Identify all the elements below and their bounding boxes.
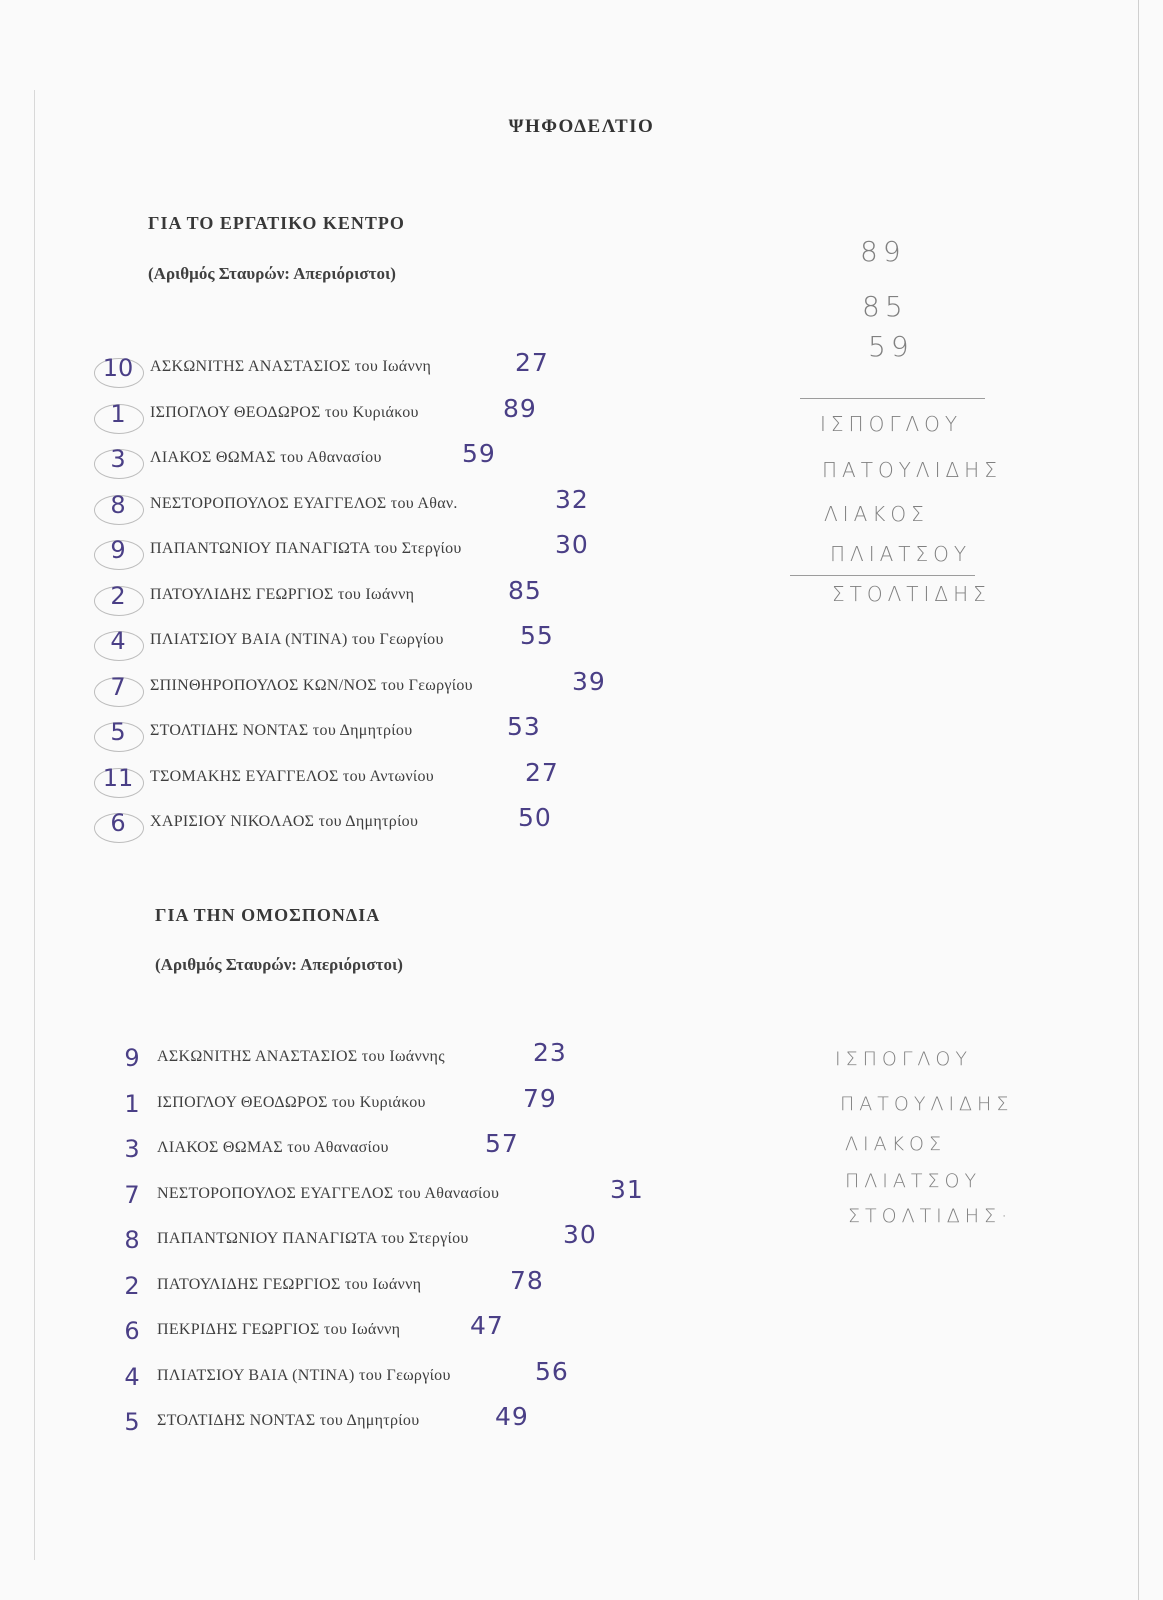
candidate-name: ΠΑΤΟΥΛΙΔΗΣ ΓΕΩΡΓΙΟΣ του Ιωάννη bbox=[150, 585, 415, 603]
candidate-name: ΣΤΟΛΤΙΔΗΣ ΝΟΝΤΑΣ του Δημητρίου bbox=[157, 1412, 420, 1429]
handwritten-votes: 32 bbox=[555, 484, 589, 514]
candidate-name: ΠΑΤΟΥΛΙΔΗΣ ΓΕΩΡΓΙΟΣ του Ιωάννη bbox=[157, 1275, 422, 1293]
handwritten-votes: 89 bbox=[503, 393, 537, 423]
handwritten-rank: 6 bbox=[110, 809, 126, 837]
handwritten-votes: 31 bbox=[610, 1174, 644, 1204]
handwritten-rank: 4 bbox=[124, 1362, 140, 1391]
handwritten-votes: 23 bbox=[533, 1038, 567, 1067]
handwritten-rank: 2 bbox=[124, 1271, 140, 1300]
candidate-name: ΛΙΑΚΟΣ ΘΩΜΑΣ του Αθανασίου bbox=[157, 1139, 389, 1156]
candidate-row bbox=[0, 1129, 1163, 1167]
margin-elected-2-5: ΣΤΟΛΤΙΔΗΣ· bbox=[848, 1205, 1013, 1227]
candidate-row bbox=[0, 1402, 1163, 1440]
handwritten-rank: 9 bbox=[110, 536, 126, 564]
handwritten-votes: 78 bbox=[510, 1265, 544, 1295]
margin-divider-top bbox=[800, 398, 985, 399]
handwritten-rank: 9 bbox=[124, 1044, 140, 1072]
handwritten-votes: 27 bbox=[515, 348, 549, 377]
margin-elected-2-3: ΛΙΑΚΟΣ bbox=[845, 1133, 947, 1155]
candidate-row bbox=[0, 484, 1163, 523]
handwritten-rank: 5 bbox=[110, 718, 126, 746]
candidate-name: ΠΑΠΑΝΤΩΝΙΟΥ ΠΑΝΑΓΙΩΤΑ του Στεργίου bbox=[150, 540, 462, 557]
candidate-row bbox=[0, 1220, 1163, 1258]
candidate-name: ΠΕΚΡΙΔΗΣ ΓΕΩΡΓΙΟΣ του Ιωάννη bbox=[157, 1321, 401, 1338]
candidate-row bbox=[0, 803, 1163, 841]
candidate-row bbox=[0, 757, 1163, 796]
handwritten-rank: 3 bbox=[110, 445, 126, 473]
handwritten-votes: 49 bbox=[495, 1402, 529, 1431]
candidate-row bbox=[0, 666, 1163, 705]
candidate-name: ΙΣΠΟΓΛΟΥ ΘΕΟΔΩΡΟΣ του Κυριάκου bbox=[157, 1093, 426, 1111]
handwritten-votes: 27 bbox=[525, 757, 559, 787]
handwritten-votes: 79 bbox=[523, 1083, 557, 1113]
candidate-row bbox=[0, 530, 1163, 568]
candidate-row bbox=[0, 1038, 1163, 1076]
handwritten-votes: 85 bbox=[508, 575, 542, 605]
margin-top-vote-3: 59 bbox=[868, 330, 914, 363]
handwritten-rank: 7 bbox=[110, 672, 126, 701]
margin-elected-1-3: ΛΙΑΚΟΣ bbox=[824, 502, 929, 526]
handwritten-rank: 11 bbox=[102, 763, 134, 792]
candidate-row bbox=[0, 393, 1163, 432]
handwritten-votes: 57 bbox=[485, 1129, 519, 1158]
handwritten-rank: 2 bbox=[110, 581, 126, 610]
margin-elected-2-2: ΠΑΤΟΥΛΙΔΗΣ bbox=[840, 1093, 1014, 1115]
margin-elected-2-1: ΙΣΠΟΓΛΟΥ bbox=[835, 1048, 972, 1070]
handwritten-rank: 7 bbox=[124, 1180, 140, 1209]
handwritten-votes: 59 bbox=[462, 439, 496, 468]
candidate-name: ΠΛΙΑΤΣΙΟΥ ΒΑΙΑ (ΝΤΙΝΑ) του Γεωργίου bbox=[157, 1366, 451, 1384]
handwritten-votes: 55 bbox=[520, 621, 554, 650]
handwritten-rank: 6 bbox=[124, 1317, 140, 1345]
section-1-subtitle: (Αριθμός Σταυρών: Απεριόριστοι) bbox=[148, 264, 396, 283]
handwritten-votes: 47 bbox=[470, 1311, 504, 1340]
handwritten-rank: 1 bbox=[110, 399, 126, 428]
margin-elected-1-2: ΠΑΤΟΥΛΙΔΗΣ bbox=[822, 458, 1002, 482]
candidate-name: ΝΕΣΤΟΡΟΠΟΥΛΟΣ ΕΥΑΓΓΕΛΟΣ του Αθανασίου bbox=[157, 1184, 500, 1202]
margin-top-vote-2: 85 bbox=[862, 290, 908, 323]
handwritten-votes: 53 bbox=[507, 712, 541, 741]
handwritten-votes: 30 bbox=[563, 1220, 597, 1249]
candidate-name: ΤΣΟΜΑΚΗΣ ΕΥΑΓΓΕΛΟΣ του Αντωνίου bbox=[150, 767, 434, 785]
section-2-subtitle: (Αριθμός Σταυρών: Απεριόριστοι) bbox=[155, 955, 403, 974]
margin-elected-1-5: ΣΤΟΛΤΙΔΗΣ bbox=[832, 582, 991, 606]
handwritten-votes: 39 bbox=[572, 666, 606, 696]
handwritten-rank: 5 bbox=[124, 1408, 140, 1436]
candidate-row bbox=[0, 348, 1163, 386]
candidate-row bbox=[0, 712, 1163, 750]
candidate-row bbox=[0, 621, 1163, 659]
candidate-name: ΙΣΠΟΓΛΟΥ ΘΕΟΔΩΡΟΣ του Κυριάκου bbox=[150, 403, 419, 421]
handwritten-rank: 4 bbox=[110, 627, 126, 655]
document-title: ΨΗΦΟΔΕΛΤΙΟ bbox=[508, 116, 655, 137]
candidate-row bbox=[0, 1265, 1163, 1304]
candidate-name: ΣΠΙΝΘΗΡΟΠΟΥΛΟΣ ΚΩΝ/ΝΟΣ του Γεωργίου bbox=[150, 676, 473, 694]
section-2-title: ΓΙΑ ΤΗΝ ΟΜΟΣΠΟΝΔΙΑ bbox=[155, 905, 381, 925]
handwritten-rank: 8 bbox=[110, 490, 126, 519]
handwritten-votes: 50 bbox=[518, 803, 552, 832]
section-1-title: ΓΙΑ ΤΟ ΕΡΓΑΤΙΚΟ ΚΕΝΤΡΟ bbox=[148, 213, 405, 233]
candidate-row bbox=[0, 1356, 1163, 1395]
candidate-name: ΑΣΚΩΝΙΤΗΣ ΑΝΑΣΤΑΣΙΟΣ του Ιωάννη bbox=[150, 358, 432, 375]
margin-elected-1-4: ΠΛΙΑΤΣΟΥ bbox=[830, 542, 972, 566]
handwritten-rank: 10 bbox=[102, 354, 134, 382]
margin-elected-2-4: ΠΛΙΑΤΣΟΥ bbox=[845, 1170, 982, 1192]
candidate-name: ΧΑΡΙΣΙΟΥ ΝΙΚΟΛΑΟΣ του Δημητρίου bbox=[150, 813, 419, 830]
handwritten-rank: 3 bbox=[124, 1135, 140, 1163]
candidate-name: ΣΤΟΛΤΙΔΗΣ ΝΟΝΤΑΣ του Δημητρίου bbox=[150, 722, 413, 739]
handwritten-rank: 8 bbox=[124, 1226, 140, 1254]
handwritten-votes: 30 bbox=[555, 530, 589, 559]
candidate-name: ΠΛΙΑΤΣΙΟΥ ΒΑΙΑ (ΝΤΙΝΑ) του Γεωργίου bbox=[150, 631, 444, 648]
candidate-row bbox=[0, 1311, 1163, 1349]
candidate-name: ΑΣΚΩΝΙΤΗΣ ΑΝΑΣΤΑΣΙΟΣ του Ιωάννης bbox=[157, 1048, 445, 1065]
candidate-name: ΠΑΠΑΝΤΩΝΙΟΥ ΠΑΝΑΓΙΩΤΑ του Στεργίου bbox=[157, 1230, 469, 1247]
margin-elected-1-1: ΙΣΠΟΓΛΟΥ bbox=[820, 412, 963, 436]
margin-top-vote-1: 89 bbox=[860, 235, 906, 268]
margin-divider-bottom bbox=[790, 575, 975, 576]
candidate-name: ΛΙΑΚΟΣ ΘΩΜΑΣ του Αθανασίου bbox=[150, 449, 382, 466]
handwritten-rank: 1 bbox=[124, 1089, 140, 1118]
candidate-name: ΝΕΣΤΟΡΟΠΟΥΛΟΣ ΕΥΑΓΓΕΛΟΣ του Αθαν. bbox=[150, 494, 458, 512]
handwritten-votes: 56 bbox=[535, 1356, 569, 1386]
